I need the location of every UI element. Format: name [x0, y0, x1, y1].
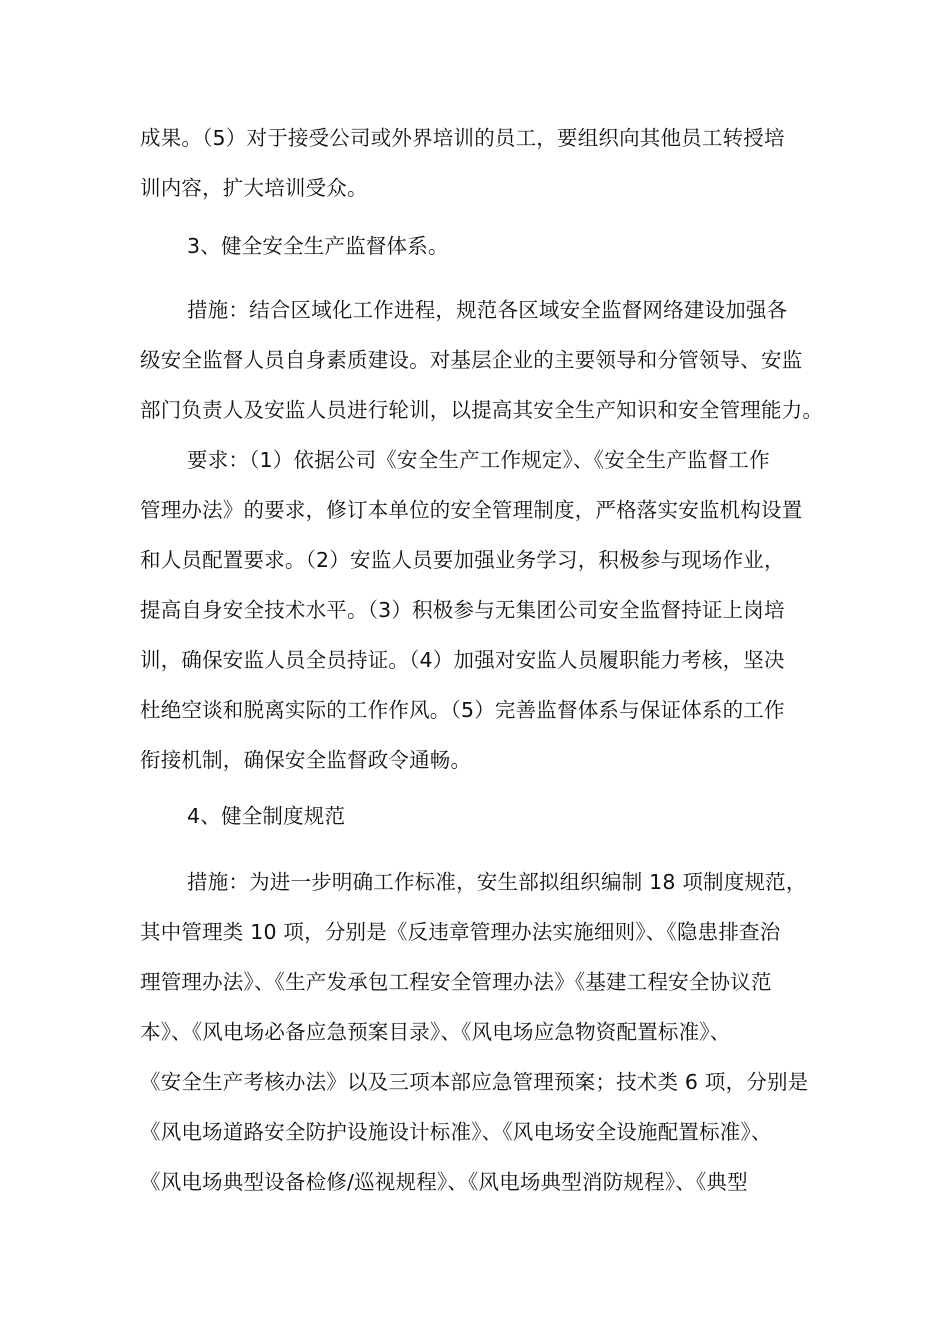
- paragraph-line: 成果。（5）对于接受公司或外界培训的员工，要组织向其他员工转授培: [140, 126, 785, 150]
- paragraph-line: 《风电场道路安全防护设施设计标准》、《风电场安全设施配置标准》、: [140, 1120, 772, 1144]
- paragraph-line: 管理办法》的要求，修订本单位的安全管理制度，严格落实安监机构设置: [140, 498, 803, 522]
- paragraph-line: 衔接机制，确保安全监督政令通畅。: [140, 748, 472, 772]
- paragraph-line: 部门负责人及安监人员进行轮训，以提高其安全生产知识和安全管理能力。: [140, 398, 824, 422]
- paragraph-line: 《风电场典型设备检修/巡视规程》、《风电场典型消防规程》、《典型: [140, 1170, 748, 1194]
- paragraph-line: 训，确保安监人员全员持证。（4）加强对安监人员履职能力考核，坚决: [140, 648, 785, 672]
- paragraph-line: 理管理办法》、《生产发承包工程安全管理办法》《基建工程安全协议范: [140, 970, 772, 994]
- paragraph-line: 训内容，扩大培训受众。: [140, 176, 368, 200]
- paragraph-line: 其中管理类 10 项，分别是《反违章管理办法实施细则》、《隐患排查治: [140, 920, 781, 944]
- paragraph-line: 级安全监督人员自身素质建设。对基层企业的主要领导和分管领导、安监: [140, 348, 803, 372]
- paragraph-line: 《安全生产考核办法》以及三项本部应急管理预案；技术类 6 项，分别是: [140, 1070, 809, 1094]
- paragraph-line: 杜绝空谈和脱离实际的工作作风。（5）完善监督体系与保证体系的工作: [140, 698, 785, 722]
- paragraph-line: 本》、《风电场必备应急预案目录》、《风电场应急物资配置标准》、: [140, 1020, 731, 1044]
- paragraph-line: 提高自身安全技术水平。（3）积极参与无集团公司安全监督持证上岗培: [140, 598, 785, 622]
- paragraph-line: 和人员配置要求。（2）安监人员要加强业务学习，积极参与现场作业，: [140, 548, 785, 572]
- paragraph-line: 要求：（1）依据公司《安全生产工作规定》、《安全生产监督工作: [187, 448, 770, 472]
- section-heading: 4、健全制度规范: [187, 804, 346, 828]
- paragraph-line: 措施：结合区域化工作进程，规范各区域安全监督网络建设加强各: [187, 298, 788, 322]
- section-heading: 3、健全安全生产监督体系。: [187, 234, 449, 258]
- paragraph-line: 措施：为进一步明确工作标准，安生部拟组织编制 18 项制度规范，: [187, 870, 807, 894]
